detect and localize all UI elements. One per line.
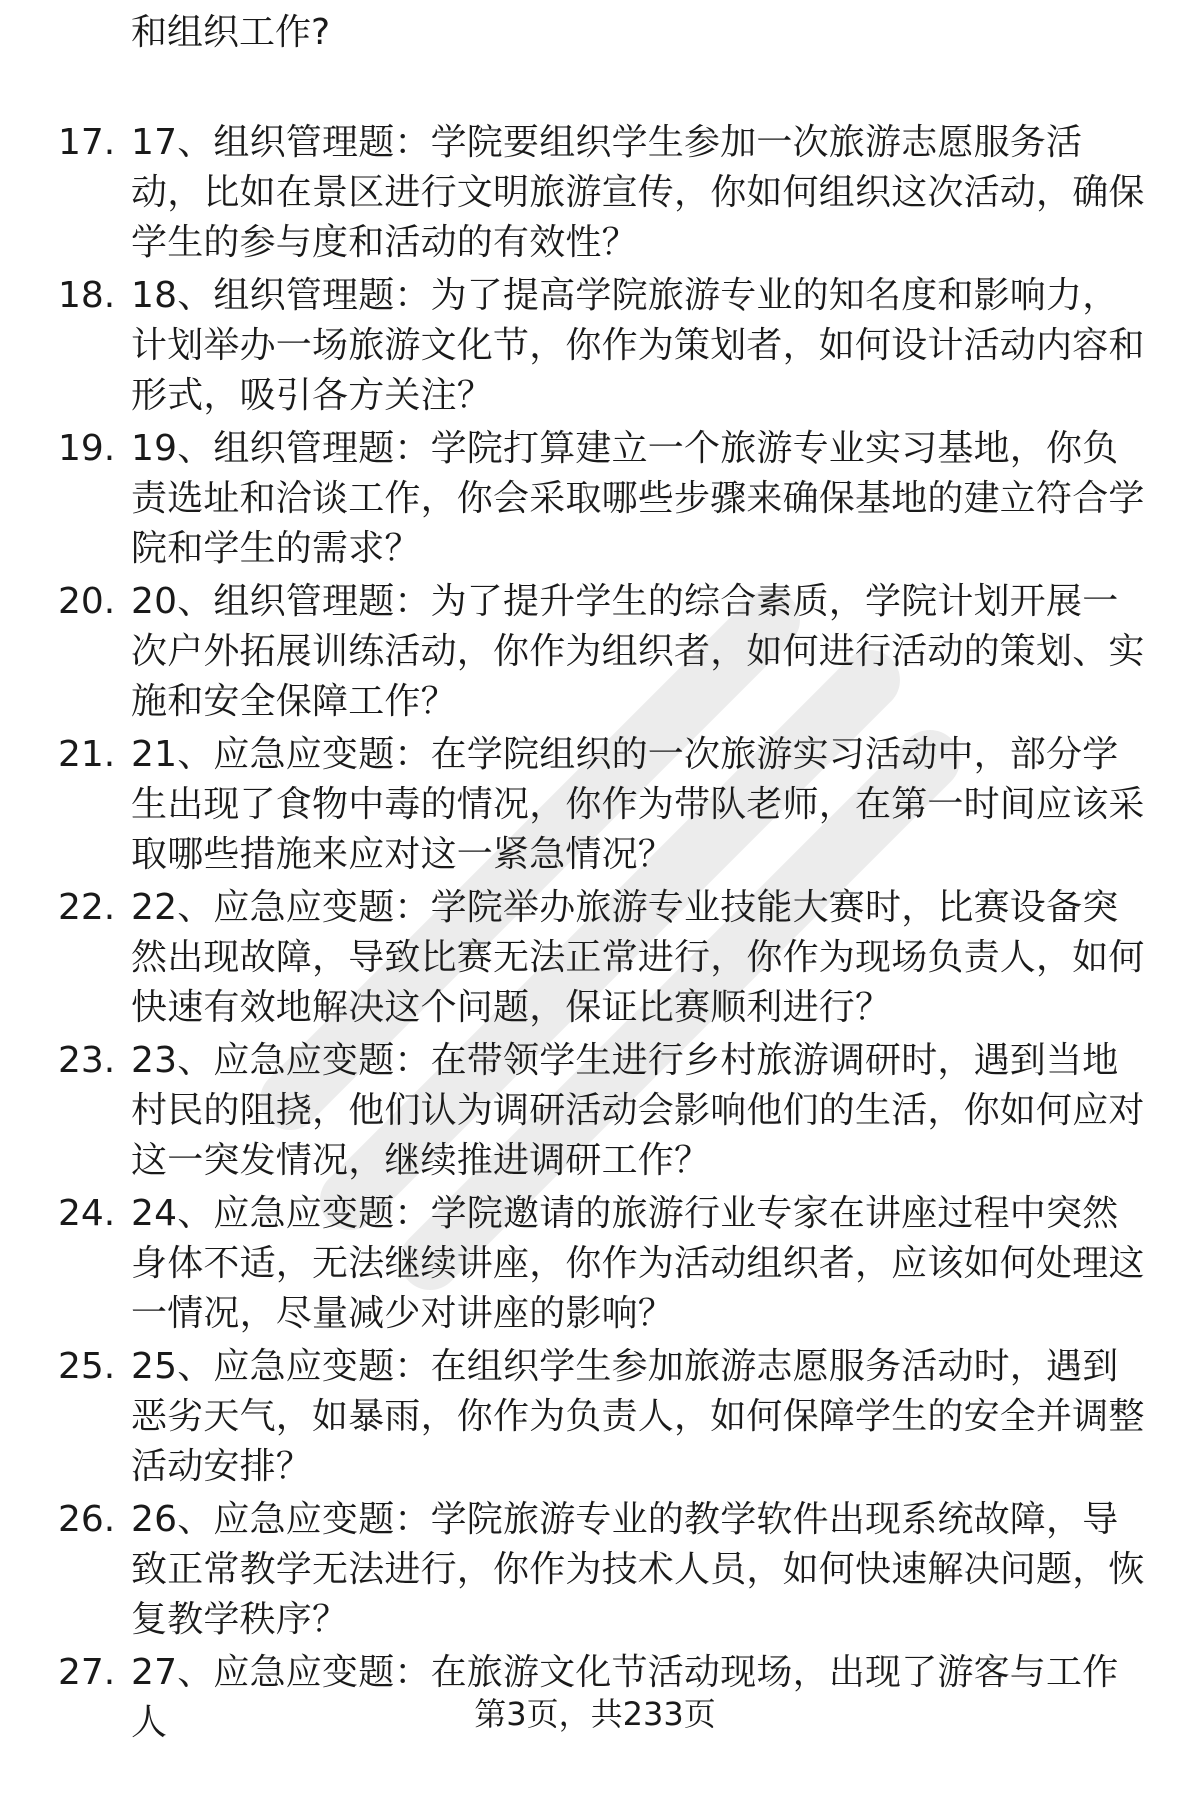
question-number: 18. (58, 275, 116, 316)
question-number: 27. (58, 1652, 116, 1693)
list-item (0, 730, 1190, 883)
list-item (0, 577, 1190, 730)
list-item (0, 1189, 1190, 1342)
list-item (0, 424, 1190, 577)
question-text: 20、组织管理题：为了提升学生的综合素质，学院计划开展一次户外拓展训练活动，你作为组织者，如何进行活动的策划、实施和安全保障工作？ (131, 581, 1145, 722)
list-item (0, 1342, 1190, 1495)
list-item (0, 1036, 1190, 1189)
question-number: 24. (58, 1193, 116, 1234)
list-item (0, 118, 1190, 271)
question-text: 21、应急应变题：在学院组织的一次旅游实习活动中，部分学生出现了食物中毒的情况，你作为带队老师，在第一时间应该采取哪些措施来应对这一紧急情况？ (131, 734, 1145, 875)
question-number: 17. (58, 122, 116, 163)
question-number: 21. (58, 734, 116, 775)
question-text: 18、组织管理题：为了提高学院旅游专业的知名度和影响力，计划举办一场旅游文化节，你作为策划者，如何设计活动内容和形式，吸引各方关注？ (131, 275, 1145, 416)
question-text: 19、组织管理题：学院打算建立一个旅游专业实习基地，你负责选址和洽谈工作，你会采取哪些步骤来确保基地的建立符合学院和学生的需求？ (131, 428, 1145, 569)
page-footer: 第3页，共233页 (474, 1695, 716, 1733)
list-item (0, 883, 1190, 1036)
question-text: 22、应急应变题：学院举办旅游专业技能大赛时，比赛设备突然出现故障，导致比赛无法正常进行，你作为现场负责人，如何快速有效地解决这个问题，保证比赛顺利进行？ (131, 887, 1145, 1028)
question-text: 27、应急应变题：在旅游文化节活动现场，出现了游客与工作人 (131, 1652, 1119, 1743)
list-item (0, 1495, 1190, 1648)
question-text: 17、组织管理题：学院要组织学生参加一次旅游志愿服务活动，比如在景区进行文明旅游宣传，你如何组织这次活动，确保学生的参与度和活动的有效性？ (131, 122, 1145, 263)
question-text: 24、应急应变题：学院邀请的旅游行业专家在讲座过程中突然身体不适，无法继续讲座，你作为活动组织者，应该如何处理这一情况，尽量减少对讲座的影响？ (131, 1193, 1145, 1334)
question-text: 23、应急应变题：在带领学生进行乡村旅游调研时，遇到当地村民的阻挠，他们认为调研活动会影响他们的生活，你如何应对这一突发情况，继续推进调研工作？ (131, 1040, 1145, 1181)
continuation-text: 和组织工作? (131, 12, 331, 53)
question-text: 26、应急应变题：学院旅游专业的教学软件出现系统故障，导致正常教学无法进行，你作为技术人员，如何快速解决问题，恢复教学秩序？ (131, 1499, 1145, 1640)
list-item (0, 271, 1190, 424)
question-text: 25、应急应变题：在组织学生参加旅游志愿服务活动时，遇到恶劣天气，如暴雨，你作为负责人，如何保障学生的安全并调整活动安排？ (131, 1346, 1145, 1487)
question-number: 26. (58, 1499, 116, 1540)
question-number: 25. (58, 1346, 116, 1387)
question-list (0, 118, 1190, 1801)
question-number: 20. (58, 581, 116, 622)
question-number: 23. (58, 1040, 116, 1081)
question-number: 19. (58, 428, 116, 469)
question-number: 22. (58, 887, 116, 928)
